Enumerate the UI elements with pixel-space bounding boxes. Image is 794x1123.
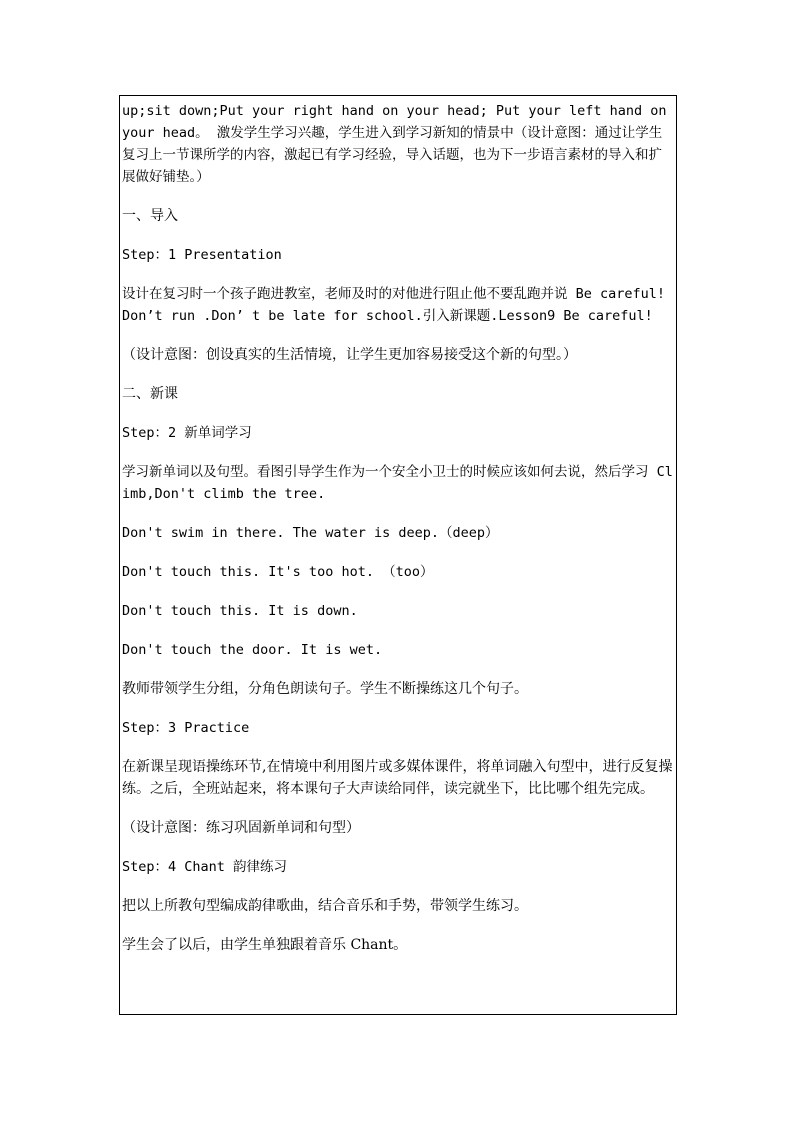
step-3-heading: Step：3 Practice [122,720,250,736]
paragraph-design-intent-2: （设计意图：练习巩固新单词和句型） [122,820,360,836]
step-2-heading: Step：2 新单词学习 [122,425,252,441]
step-1-heading: Step：1 Presentation [122,247,282,263]
sentence-door-wet: Don't touch the door. It is wet. [122,642,383,658]
paragraph-presentation-design: 设计在复习时一个孩子跑进教室，老师及时的对他进行阻止他不要乱跑并说 Be careful! Don’t run .Don’ t be late for school.引入新课题.Lesson9 Be careful! [122,286,666,324]
paragraph-solo-chant: 学生会了以后，由学生单独跟着音乐 Chant。 [122,937,408,953]
lesson-plan-table-cell [119,95,677,1015]
lesson-plan-content [122,100,674,956]
paragraph-chant: 把以上所教句型编成韵律歌曲，结合音乐和手势，带领学生练习。 [122,898,528,914]
section-heading-introduction: 一、导入 [122,208,178,224]
paragraph-practice: 在新课呈现语操练环节,在情境中利用图片或多媒体课件，将单词融入句型中，进行反复操练。之后，全班站起来，将本课句子大声读给同伴，读完就坐下，比比哪个组先完成。 [122,759,673,797]
section-heading-new-lesson: 二、新课 [122,386,178,402]
step-4-heading: Step：4 Chant 韵律练习 [122,859,288,875]
paragraph-group-reading: 教师带领学生分组，分角色朗读句子。学生不断操练这几个句子。 [122,681,528,697]
paragraph-design-intent-1: （设计意图：创设真实的生活情境，让学生更加容易接受这个新的句型。） [122,347,577,363]
paragraph-review-intro: up;sit down;Put your right hand on your head; Put your left hand on your head。 激发学生学习兴趣，学生进入到学习新知的情景中（设计意图：通过让学生复习上一节课所学的内容，激起已有学习经验，导入话题，也为下一步语言素材的导入和扩展做好铺垫。） [122,103,667,185]
sentence-it-is-down: Don't touch this. It is down. [122,603,358,619]
sentence-too-hot: Don't touch this. It's too hot. （too） [122,564,434,580]
sentence-dont-swim: Don't swim in there. The water is deep.（deep） [122,525,499,541]
paragraph-new-words: 学习新单词以及句型。看图引导学生作为一个安全小卫士的时候应该如何去说，然后学习 Climb,Don't climb the tree. [122,464,673,502]
